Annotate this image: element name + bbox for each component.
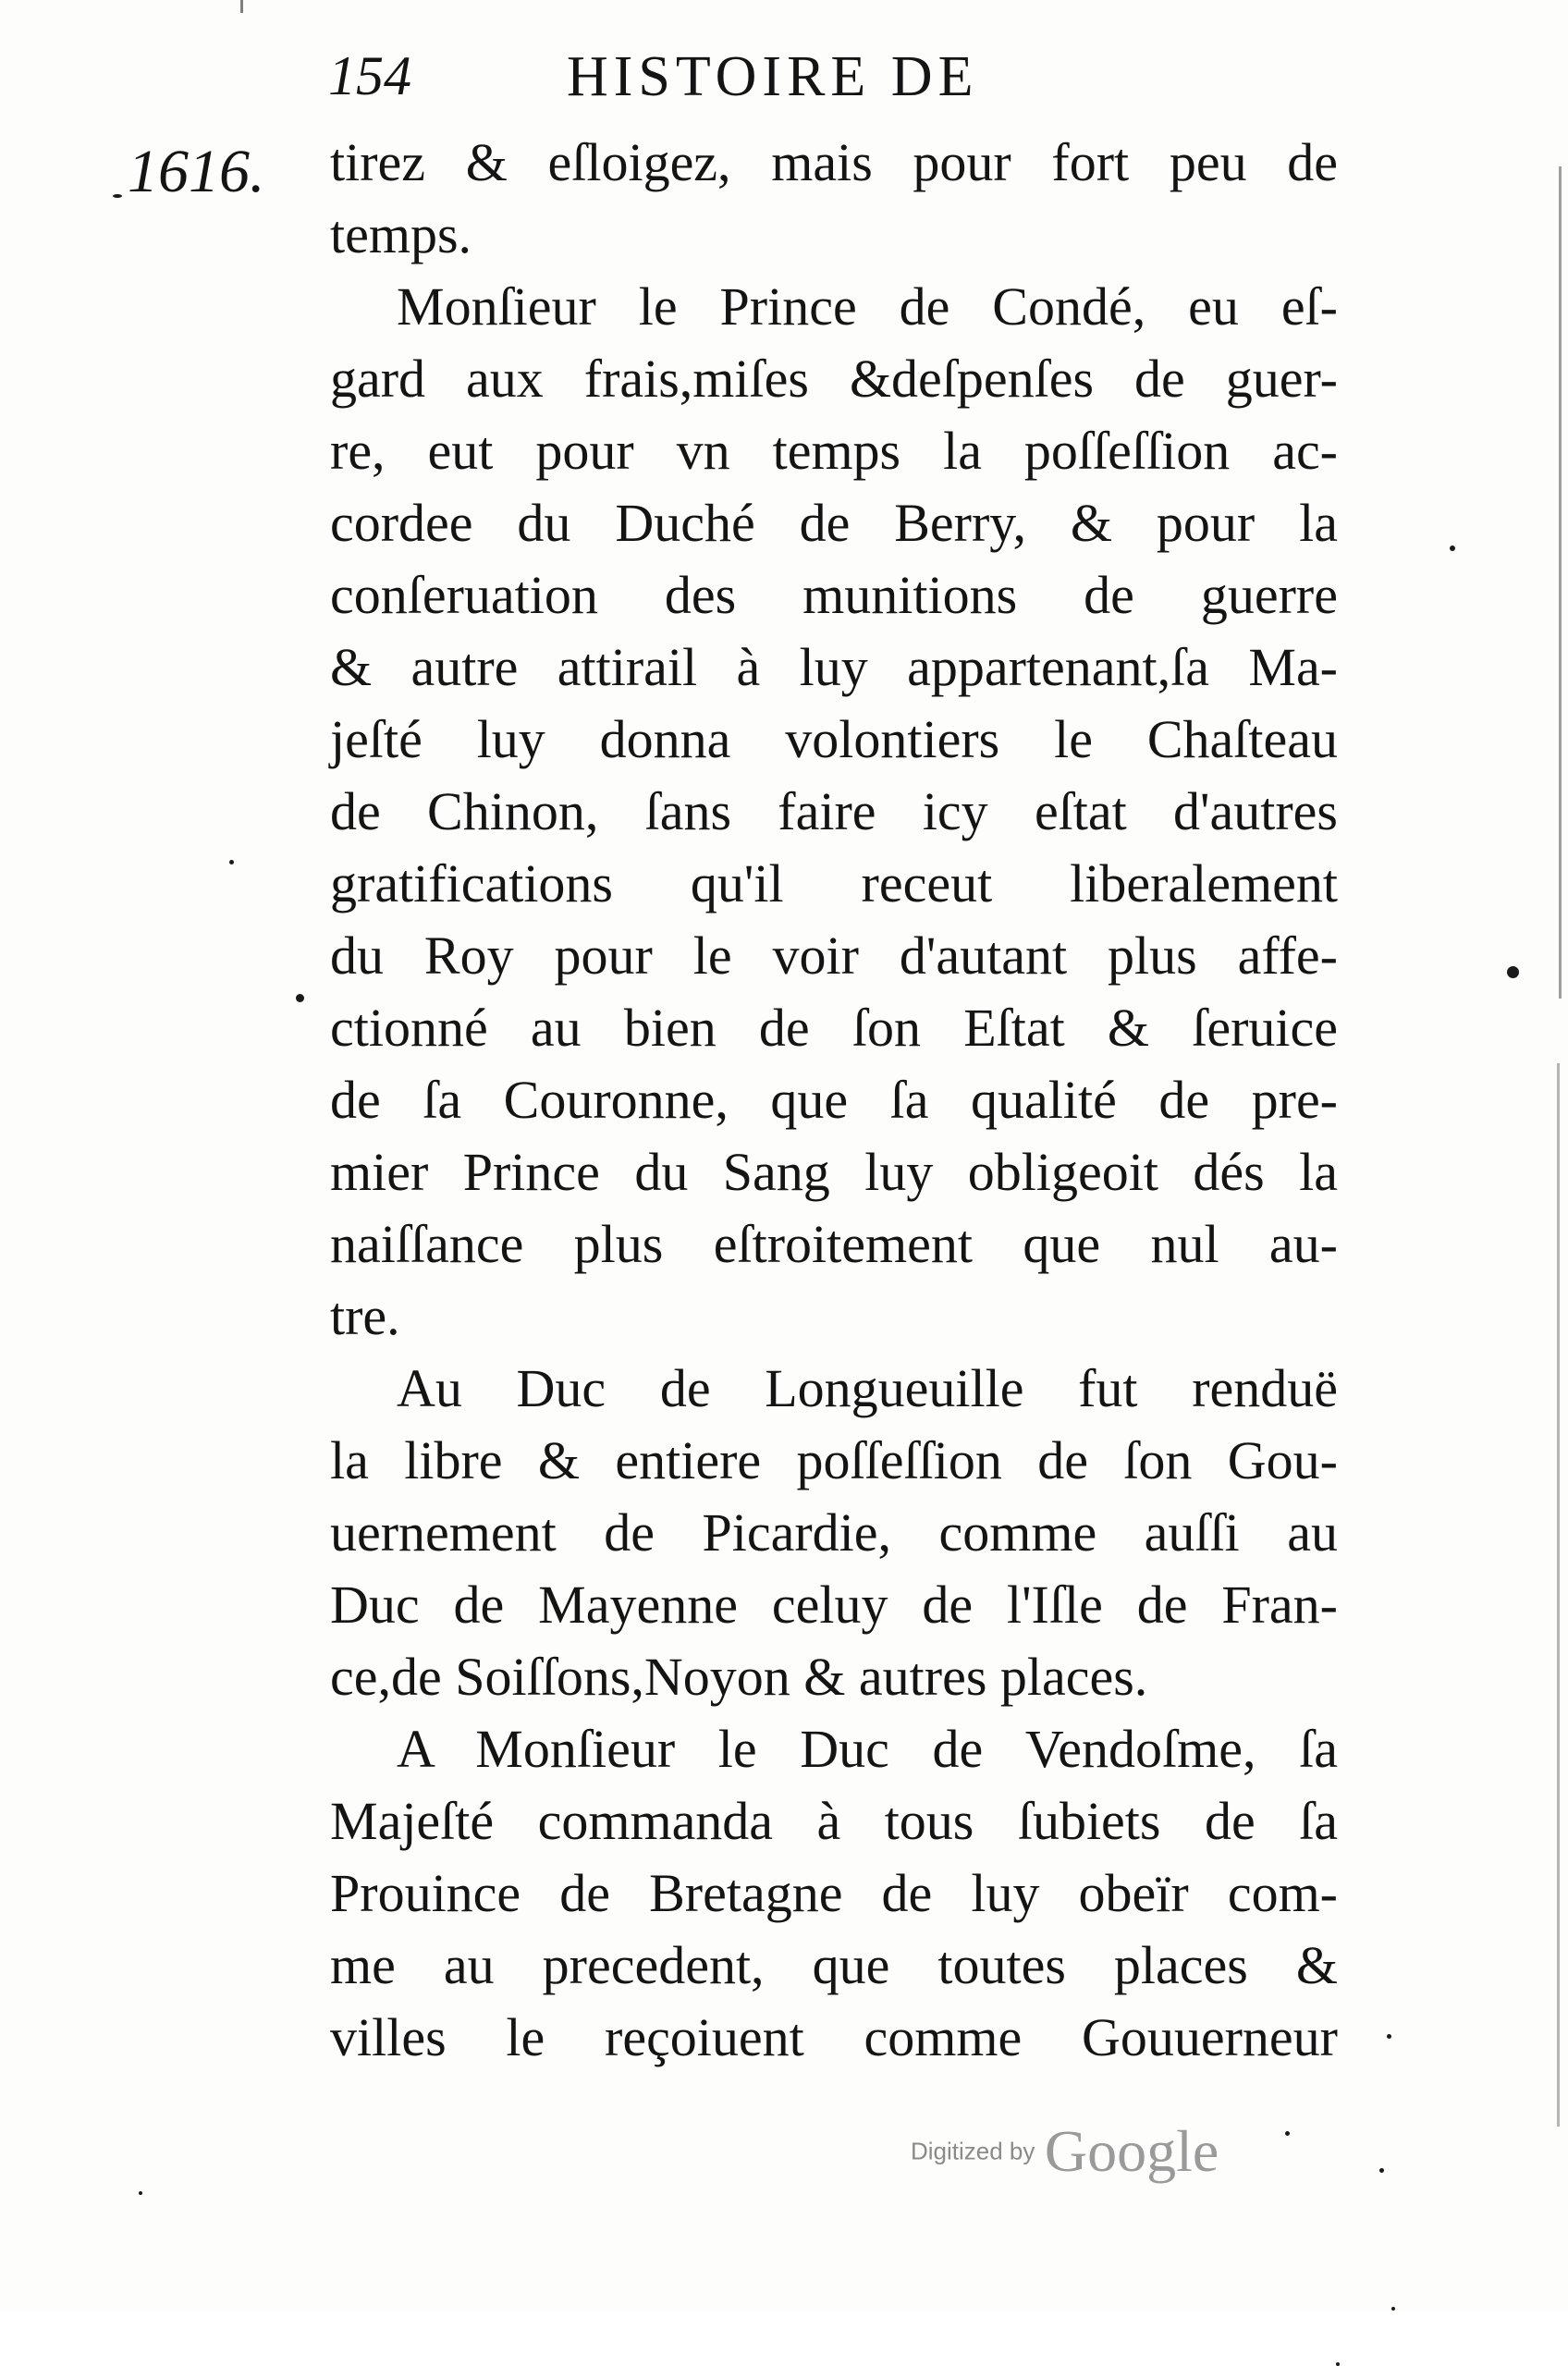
scan-speck bbox=[1391, 2307, 1395, 2311]
google-logo: Google bbox=[1044, 2118, 1219, 2184]
page-edge-shadow bbox=[240, 0, 243, 13]
scan-speck bbox=[229, 860, 234, 864]
scan-speck bbox=[1507, 966, 1519, 978]
text-line: villes le reçoiuent comme Gouuerneur bbox=[330, 2007, 1338, 2067]
scan-speck bbox=[1285, 2131, 1290, 2136]
text-line: de ſa Couronne, que ſa qualité de pre- bbox=[330, 1070, 1338, 1130]
text-line: Duc de Mayenne celuy de l'Iſle de Fran- bbox=[330, 1575, 1338, 1635]
text-line: naiſſance plus eſtroitement que nul au- bbox=[330, 1214, 1338, 1274]
digitized-watermark bbox=[911, 2117, 1219, 2186]
text-line: gratifications qu'il receut liberalement bbox=[330, 853, 1338, 913]
text-line: uernement de Picardie, comme auſſi au bbox=[330, 1502, 1338, 1563]
text-line: Prouince de Bretagne de luy obeïr com- bbox=[330, 1863, 1338, 1923]
text-line: tirez & eſloigez, mais pour fort peu de bbox=[330, 132, 1338, 192]
text-line: me au precedent, que toutes places & bbox=[330, 1935, 1338, 1995]
scan-speck bbox=[296, 994, 304, 1002]
page-number: 154 bbox=[328, 45, 411, 106]
text-line: jeſté luy donna volontiers le Chaſteau bbox=[330, 709, 1338, 769]
text-line: du Roy pour le voir d'autant plus affe- bbox=[330, 926, 1338, 986]
text-line: de Chinon, ſans faire icy eſtat d'autres bbox=[330, 781, 1338, 841]
text-line: A Monſieur le Duc de Vendoſme, ſa bbox=[397, 1719, 1338, 1779]
page-edge-shadow bbox=[1559, 166, 1562, 999]
scan-speck bbox=[1379, 2168, 1384, 2173]
digitized-by-label: Digitized by bbox=[911, 2137, 1035, 2165]
text-line: gard aux frais,miſes &deſpenſes de guer- bbox=[330, 349, 1338, 409]
scan-speck bbox=[113, 194, 122, 198]
text-line: re, eut pour vn temps la poſſeſſion ac- bbox=[330, 421, 1338, 481]
text-line: la libre & entiere poſſeſſion de ſon Gou- bbox=[330, 1430, 1338, 1490]
text-line: Majeſté commanda à tous ſubiets de ſa bbox=[330, 1791, 1338, 1851]
text-line: mier Prince du Sang luy obligeoit dés la bbox=[330, 1142, 1338, 1202]
scan-speck bbox=[1336, 2362, 1340, 2366]
page-header bbox=[328, 44, 1160, 118]
text-line: ce,de Soiſſons,Noyon & autres places. bbox=[330, 1647, 1148, 1707]
page-edge-shadow bbox=[1557, 1063, 1560, 2127]
margin-year: 1616. bbox=[128, 138, 265, 205]
body-text bbox=[330, 127, 1338, 2074]
text-line: Au Duc de Longueuille fut renduë bbox=[397, 1358, 1338, 1418]
text-line: conſeruation des munitions de guerre bbox=[330, 565, 1338, 625]
scan-speck bbox=[1450, 546, 1455, 551]
running-head: HISTOIRE DE bbox=[567, 45, 979, 108]
text-line: temps. bbox=[330, 204, 472, 264]
scan-speck bbox=[139, 2191, 142, 2195]
text-line: tre. bbox=[330, 1286, 400, 1346]
text-line: ctionné au bien de ſon Eſtat & ſeruice bbox=[330, 998, 1338, 1058]
scan-speck bbox=[1387, 2034, 1391, 2039]
text-line: Monſieur le Prince de Condé, eu eſ- bbox=[397, 276, 1338, 337]
text-line: & autre attirail à luy appartenant,ſa Ma- bbox=[330, 637, 1338, 697]
text-line: cordee du Duché de Berry, & pour la bbox=[330, 493, 1338, 553]
